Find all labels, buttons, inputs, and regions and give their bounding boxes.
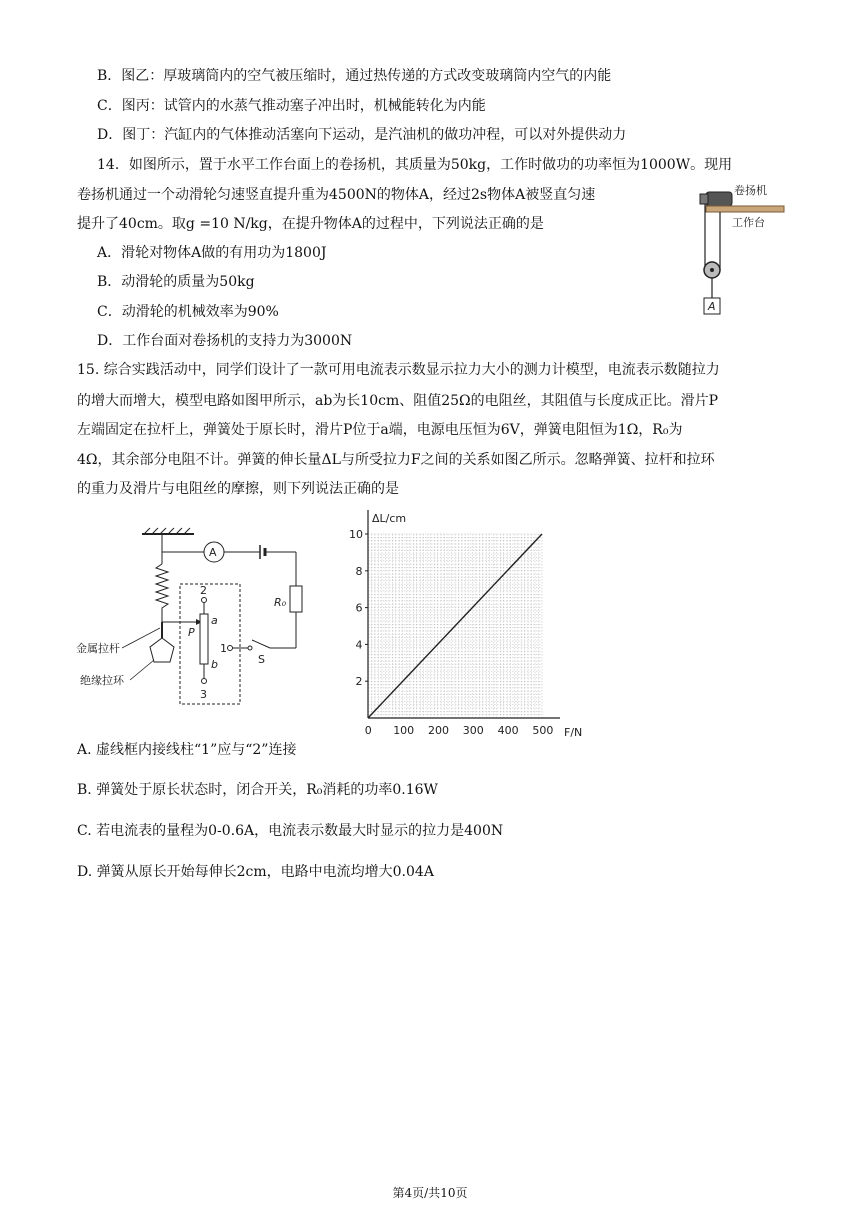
x-tick-label: 400	[497, 724, 519, 737]
terminal-2-label: 2	[200, 584, 207, 597]
q13-option-d: D．图丁：汽缸内的气体推动活塞向下运动，是汽油机的做功冲程，可以对外提供动力	[97, 127, 627, 143]
x-tick-label: 200	[428, 724, 449, 737]
q15-stem-line4: 4Ω，其余部分电阻不计。弹簧的伸长量ΔL与所受拉力F之间的关系如图乙所示。忽略弹簧、拉杆和拉环	[77, 452, 715, 468]
insulating-ring	[150, 638, 174, 662]
winch-pulley-figure	[696, 180, 786, 320]
terminal-1-label: 1	[220, 642, 227, 655]
q14-option-a: A．滑轮对物体A做的有用功为1800J	[97, 245, 327, 261]
q15-option-c: C. 若电流表的量程为0-0.6A，电流表示数最大时显示的拉力是400N	[77, 823, 504, 839]
object-a-label: A	[708, 300, 716, 313]
x-tick-label: 300	[462, 724, 484, 737]
page-footer: 第4页/共10页	[392, 1186, 468, 1200]
q15-stem-line3: 左端固定在拉杆上，弹簧处于原长时，滑片P位于a端，电源电压恒为6V，弹簧电阻恒为1Ω，R₀为	[77, 422, 683, 438]
y-tick-label: 4	[355, 638, 363, 652]
terminal-2	[202, 598, 207, 603]
q15-stem-line5: 的重力及滑片与电阻丝的摩擦，则下列说法正确的是	[77, 481, 399, 497]
end-b-label: b	[211, 658, 218, 671]
terminal-3	[202, 679, 207, 684]
q14-stem-line2: 卷扬机通过一个动滑轮匀速竖直提升重为4500N的物体A，经过2s物体A被竖直匀速	[77, 187, 596, 203]
switch-label: S	[258, 653, 265, 666]
q15-stem-line1: 15. 综合实践活动中，同学们设计了一款可用电流表示数显示拉力大小的测力计模型，电流表示数随拉力	[77, 362, 720, 378]
terminal-1	[228, 646, 233, 651]
worktable	[706, 206, 784, 212]
y-tick-label: 2	[355, 675, 363, 689]
terminal-3-label: 3	[200, 688, 207, 701]
q15-option-b: B. 弹簧处于原长状态时，闭合开关，R₀消耗的功率0.16W	[77, 782, 438, 798]
q14-stem-line1: 14．如图所示，置于水平工作台面上的卷扬机，其质量为50kg，工作时做功的功率恒为1000W。现用	[97, 157, 733, 173]
q15-option-d: D. 弹簧从原长开始每伸长2cm，电路中电流均增大0.04A	[77, 864, 434, 880]
table-label: 工作台	[732, 216, 765, 229]
resistance-wire	[200, 614, 208, 664]
y-tick-label: 6	[355, 601, 363, 615]
y-axis-label: ΔL/cm	[372, 512, 407, 525]
q13-option-b: B．图乙：厚玻璃筒内的空气被压缩时，通过热传递的方式改变玻璃筒内空气的内能	[97, 68, 612, 84]
x-tick-label: 0	[364, 724, 372, 737]
q15-stem-line2: 的增大而增大，模型电路如图甲所示，ab为长10cm、阻值25Ω的电阻丝，其阻值与长度成正比。滑片P	[77, 393, 719, 409]
q15-option-a: A. 虚线框内接线柱“1”应与“2”连接	[77, 742, 297, 758]
delta-l-vs-f-graph	[346, 506, 600, 739]
q14-option-d: D．工作台面对卷扬机的支持力为3000N	[97, 333, 353, 349]
y-tick-label: 8	[355, 564, 363, 578]
winch-icon	[706, 192, 732, 206]
x-axis-label: F/N	[564, 726, 583, 739]
winch-label: 卷扬机	[734, 184, 767, 197]
q14-stem-line3: 提升了40cm。取g =10 N/kg，在提升物体A的过程中，下列说法正确的是	[77, 216, 544, 232]
end-a-label: a	[211, 614, 218, 627]
q13-option-c: C．图丙：试管内的水蒸气推动塞子冲出时，机械能转化为内能	[97, 98, 486, 114]
x-tick-label: 100	[393, 724, 415, 737]
spring-icon	[156, 564, 168, 622]
resistor-label: R₀	[274, 596, 287, 609]
circuit-diagram	[74, 528, 314, 710]
q14-option-b: B．动滑轮的质量为50kg	[97, 274, 255, 290]
dashed-box	[180, 584, 240, 704]
slider-p-label: P	[188, 626, 195, 639]
ring-label: 绝缘拉环	[80, 674, 124, 687]
y-tick-label: 10	[349, 528, 363, 541]
x-tick-label: 500	[532, 724, 554, 737]
resistor-r0	[290, 586, 302, 612]
switch-icon	[252, 640, 270, 648]
q14-option-c: C．动滑轮的机械效率为90%	[97, 304, 279, 320]
rod-label: 金属拉杆	[76, 642, 120, 655]
ammeter-label: A	[209, 546, 217, 559]
